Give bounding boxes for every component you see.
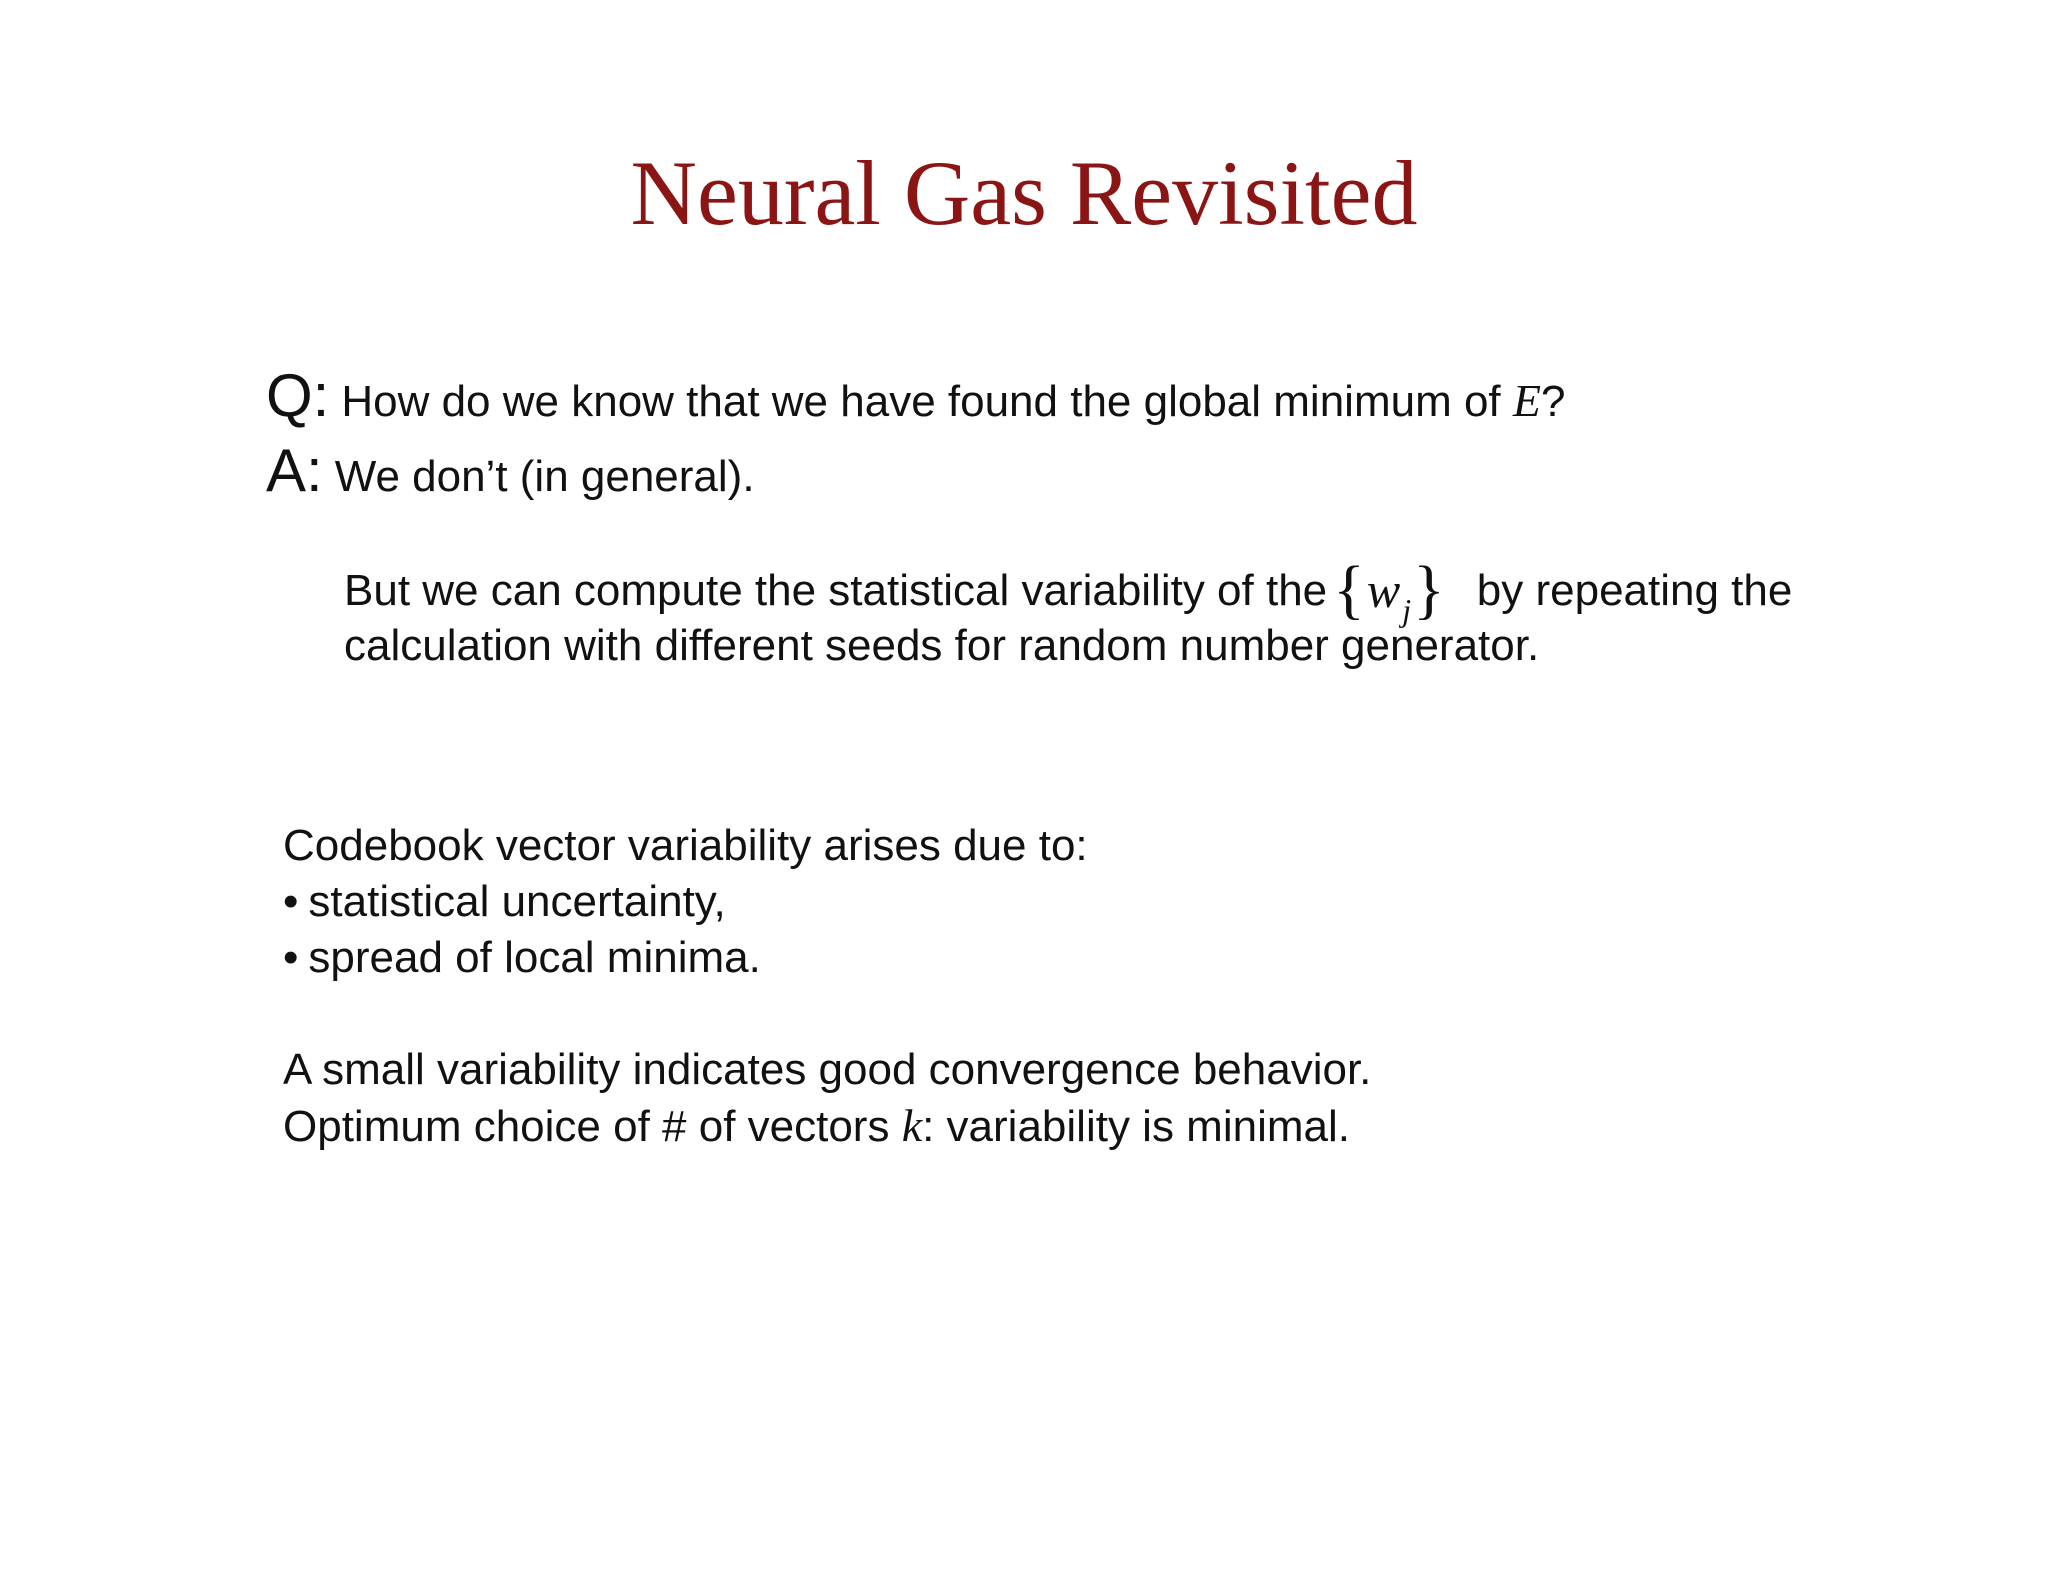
bullet-symbol: • xyxy=(283,933,299,982)
conclusion-text-before: Optimum choice of # of vectors xyxy=(283,1102,902,1151)
variability-intro: Codebook vector variability arises due to: xyxy=(283,821,1088,870)
bullet-text: spread of local minima. xyxy=(308,933,761,982)
conclusion-text-after: : variability is minimal. xyxy=(922,1102,1350,1151)
conclusion-variable: k xyxy=(901,1100,923,1151)
bullet-text: statistical uncertainty, xyxy=(308,877,726,926)
set-open-brace: { xyxy=(1333,553,1367,626)
explanation-text-before: But we can compute the statistical variability of the xyxy=(344,566,1328,615)
conclusion-line-1: A small variability indicates good convergence behavior. xyxy=(283,1045,1372,1094)
conclusion-line-2 xyxy=(283,1098,1350,1155)
set-variable: w xyxy=(1366,562,1403,618)
question-variable: E xyxy=(1512,375,1541,426)
set-subscript: j xyxy=(1402,592,1414,628)
answer-prefix: A: xyxy=(266,437,323,504)
question-prefix: Q: xyxy=(266,362,330,429)
slide-title: Neural Gas Revisited xyxy=(630,142,1418,244)
answer-text: We don’t (in general). xyxy=(334,452,755,501)
bullet-item xyxy=(283,930,761,986)
answer-line xyxy=(266,437,755,505)
bullet-item xyxy=(283,874,726,930)
question-mark: ? xyxy=(1540,377,1566,426)
bullet-symbol: • xyxy=(283,877,299,926)
question-line xyxy=(266,362,1566,430)
set-close-brace: } xyxy=(1413,553,1447,626)
question-text: How do we know that we have found the global minimum of xyxy=(341,377,1513,426)
explanation-line-2: calculation with different seeds for random number generator. xyxy=(344,621,1540,670)
explanation-text-after: by repeating the xyxy=(1476,566,1793,615)
